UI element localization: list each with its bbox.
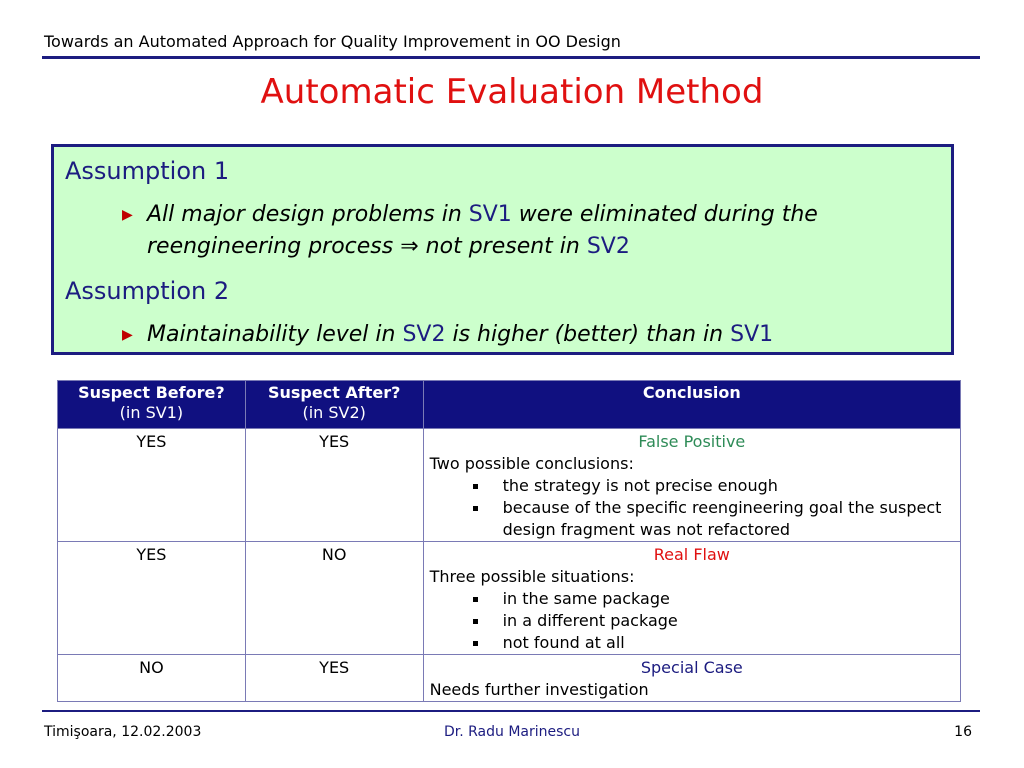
conclusion-cell	[423, 542, 960, 655]
list-item: the strategy is not precise enough	[470, 475, 954, 497]
table-header-row	[58, 381, 961, 429]
sv-label: SV2	[586, 234, 630, 259]
conclusion-intro: Needs further investigation	[429, 680, 649, 699]
list-item: in a different package	[470, 610, 954, 632]
sv-label: SV2	[402, 322, 446, 347]
evaluation-table	[57, 380, 961, 702]
suspect-before-cell: NO	[58, 655, 246, 702]
table-row	[58, 542, 961, 655]
header-title: Towards an Automated Approach for Quality Improvement in OO Design	[44, 32, 621, 51]
suspect-after-cell: NO	[245, 542, 423, 655]
implies-arrow: ⇒	[400, 234, 419, 259]
list-item: not found at all	[470, 632, 954, 654]
suspect-after-cell: YES	[245, 655, 423, 702]
assumption-2-heading: Assumption 2	[65, 277, 230, 305]
conclusion-intro: Two possible conclusions:	[429, 454, 634, 473]
footer-author: Dr. Radu Marinescu	[443, 724, 580, 740]
triangle-right-icon: ▶	[122, 327, 133, 343]
page-number: 16	[954, 724, 972, 740]
assumptions-box	[51, 144, 954, 355]
assumption-1-text: All major design problems in SV1 were eliminated during the reengineering process ⇒ not present in SV2	[147, 202, 818, 259]
suspect-before-cell: YES	[58, 429, 246, 542]
conclusion-cell	[423, 655, 960, 702]
table-row	[58, 429, 961, 542]
sv-label: SV1	[730, 322, 774, 347]
footer-location-date: Timişoara, 12.02.2003	[44, 724, 202, 740]
list-item: in the same package	[470, 588, 954, 610]
header-divider	[42, 56, 980, 59]
column-header-suspect-after: Suspect After? (in SV2)	[245, 381, 423, 429]
conclusion-title: Real Flaw	[653, 545, 730, 564]
footer-divider	[42, 710, 980, 712]
suspect-after-cell: YES	[245, 429, 423, 542]
suspect-before-cell: YES	[58, 542, 246, 655]
conclusion-intro: Three possible situations:	[429, 567, 635, 586]
assumption-1-heading: Assumption 1	[65, 157, 230, 185]
conclusion-title: False Positive	[638, 432, 746, 451]
triangle-right-icon: ▶	[122, 207, 133, 223]
slide-title: Automatic Evaluation Method	[260, 72, 764, 112]
conclusion-title: Special Case	[640, 658, 743, 677]
conclusion-cell	[423, 429, 960, 542]
conclusion-bullet-list	[430, 588, 954, 654]
sv-label: SV1	[468, 202, 512, 227]
column-header-conclusion: Conclusion	[423, 381, 960, 429]
conclusion-bullet-list	[430, 475, 954, 541]
table-row	[58, 655, 961, 702]
assumption-2-text: Maintainability level in SV2 is higher (better) than in SV1	[147, 322, 774, 347]
column-header-suspect-before: Suspect Before? (in SV1)	[58, 381, 246, 429]
list-item: because of the specific reengineering goal the suspect design fragment was not refactored	[470, 497, 954, 541]
